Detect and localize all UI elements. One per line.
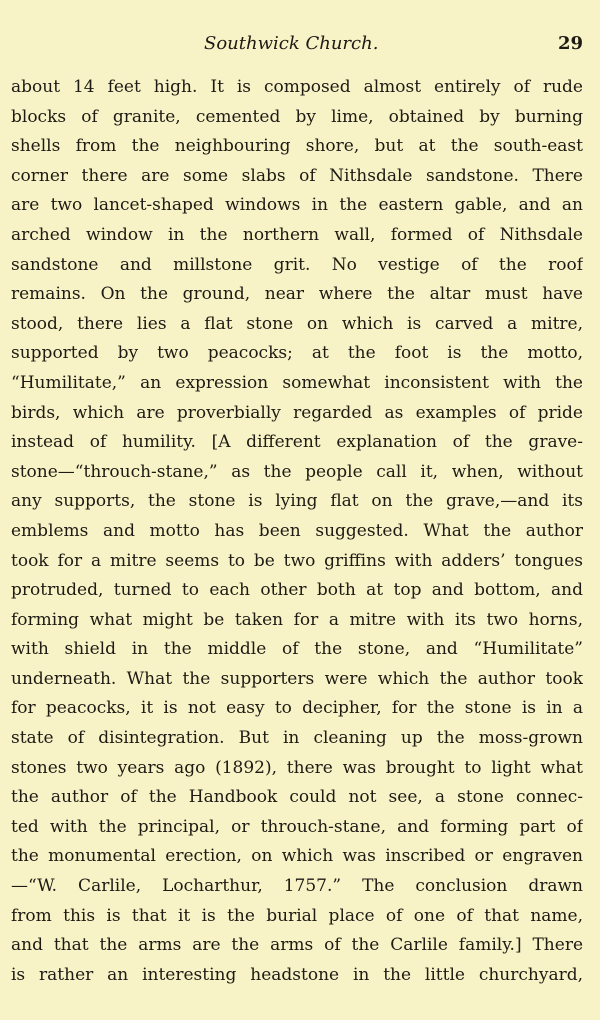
text-line: forming what might be taken for a mitre with its two horns, xyxy=(11,609,583,630)
page-number: 29 xyxy=(557,33,583,54)
text-line: is rather an interesting headstone in the little churchyard, xyxy=(11,964,583,985)
text-line: instead of humility. [A different explanation of the grave- xyxy=(11,432,583,453)
text-line: sandstone and millstone grit. No vestige of the roof xyxy=(11,254,583,275)
text-line: stones two years ago (1892), there was brought to light what xyxy=(11,757,583,778)
text-line: are two lancet-shaped windows in the eastern gable, and an xyxy=(11,195,583,216)
text-line: remains. On the ground, near where the altar must have xyxy=(11,284,583,305)
text-line: the monumental erection, on which was inscribed or engraven xyxy=(11,846,583,867)
text-line: blocks of granite, cemented by lime, obtained by burning xyxy=(11,106,583,127)
text-line: for peacocks, it is not easy to decipher, for the stone is in a xyxy=(11,698,583,719)
text-line: “Humilitate,” an expression somewhat inconsistent with the xyxy=(11,372,583,393)
text-line: corner there are some slabs of Nithsdale sandstone. There xyxy=(11,165,583,186)
body-text xyxy=(11,73,583,990)
text-line: underneath. What the supporters were which the author took xyxy=(11,668,583,689)
running-head xyxy=(0,33,600,57)
text-line: protruded, turned to each other both at top and bottom, and xyxy=(11,580,583,601)
text-line: birds, which are proverbially regarded as examples of pride xyxy=(11,402,583,423)
text-line: supported by two peacocks; at the foot is the motto, xyxy=(11,343,583,364)
text-line: arched window in the northern wall, formed of Nithsdale xyxy=(11,224,583,245)
text-line: from this is that it is the burial place of one of that name, xyxy=(11,905,583,926)
text-line: stone—“throuch-stane,” as the people call it, when, without xyxy=(11,461,583,482)
text-line: took for a mitre seems to be two griffins with adders’ tongues xyxy=(11,550,583,571)
text-line: the author of the Handbook could not see, a stone connec- xyxy=(11,787,583,808)
text-line: stood, there lies a flat stone on which is carved a mitre, xyxy=(11,313,583,334)
text-line: and that the arms are the arms of the Carlile family.] There xyxy=(11,935,583,956)
text-line: —“W. Carlile, Locharthur, 1757.” The conclusion drawn xyxy=(11,876,583,897)
text-line: about 14 feet high. It is composed almost entirely of rude xyxy=(11,77,583,97)
text-line: with shield in the middle of the stone, and “Humilitate” xyxy=(11,639,583,660)
text-line: ted with the principal, or throuch-stane, and forming part of xyxy=(11,816,583,837)
text-line: any supports, the stone is lying flat on the grave,—and its xyxy=(11,491,583,512)
running-title: Southwick Church. xyxy=(204,33,379,54)
text-line: shells from the neighbouring shore, but at the south-east xyxy=(11,136,583,157)
text-line: state of disintegration. But in cleaning up the moss-grown xyxy=(11,728,583,749)
text-line: emblems and motto has been suggested. What the author xyxy=(11,520,583,541)
